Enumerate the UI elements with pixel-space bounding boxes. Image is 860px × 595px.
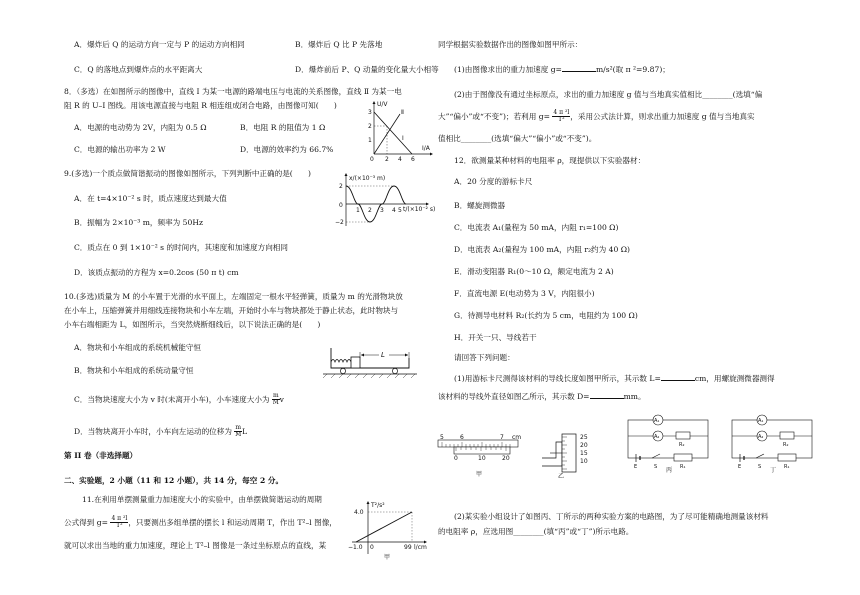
q11-formula-prefix: 公式得到 g= [64, 517, 109, 527]
q8-xtick: 0 [370, 156, 374, 163]
q11-caption: 甲 [384, 554, 391, 561]
q8-ui-graph [360, 100, 432, 163]
q10-option-c [74, 393, 284, 407]
q12-item: E．滑动变阻器 R₁(0～10 Ω，额定电流为 2 A) [454, 267, 614, 276]
q8-xtick: 6 [411, 156, 415, 163]
q12-part1-text: (1)用游标卡尺测得该材料的导线长度如图甲所示，其示数 L= [454, 374, 661, 383]
q9-option-b: B．振幅为 2×10⁻³ m，频率为 50Hz [74, 218, 203, 227]
q7-option-a: A．爆炸后 Q 的运动方向一定与 P 的运动方向相同 [74, 40, 245, 49]
q10-option-c-var: v [279, 394, 284, 404]
q8-stem-line1: 8．（多选）在如图所示的图像中，直线 Ⅰ 为某一电源的路端电压与电流的关系图像，直线 Ⅱ 为某一电 [64, 87, 402, 96]
micrometer-number: 15 [580, 450, 588, 457]
spring-icon [331, 360, 351, 363]
part-two-heading: 第 II 卷（非选择题） [64, 451, 138, 460]
rheostat-icon [674, 454, 692, 461]
q9-xtick: 1 [356, 207, 360, 214]
micrometer-number: 10 [580, 458, 588, 465]
circuit-bing-figure [624, 410, 714, 472]
q11-formula-suffix: ，只要测出多组单摆的摆长 l 和运动周期 T，作出 T²–l 图像， [128, 517, 337, 527]
answer-blank[interactable] [661, 380, 695, 381]
block-icon [351, 357, 360, 368]
ammeter-a2-label: A₂ [654, 434, 660, 440]
q8-option-c: C．电源的输出功率为 2 W [74, 145, 166, 154]
q11-part2-line3: 值相比________(选填“偏大”“偏小”或“不变”)。 [438, 134, 597, 143]
fraction-denominator: M [272, 399, 279, 407]
switch-label: S [758, 464, 762, 470]
q12-item: F．直流电源 E(电动势为 3 V，内阻很小) [454, 289, 595, 298]
q11-xlabel: l/cm [414, 544, 427, 551]
q11-origin: 0 [370, 544, 374, 551]
q9-stem: 9.(多选)一个质点做简谐振动的图像如图所示，下列判断中正确的是( ) [64, 169, 311, 178]
q11-xtick: 99 [404, 544, 412, 551]
q11-part2-suffix: ，采用公式法计算，则求出重力加速度 g 值与当地真实 [570, 111, 755, 121]
caliper-caption: 甲 [476, 471, 483, 478]
q8-line-2-label: Ⅱ [401, 109, 404, 116]
caliper-number: 6 [460, 434, 464, 441]
q12-item: C．电流表 A₁(量程为 50 mA，内阻 r₁=100 Ω) [454, 223, 619, 232]
q10-option-d-text: D．当物块离开小车时，小车向左运动的位移为 [74, 426, 232, 436]
q9-option-a: A．在 t=4×10⁻² s 时，质点速度达到最大值 [74, 194, 227, 203]
battery-label: E [634, 464, 638, 470]
q7-option-c: C．Q 的落地点到爆炸点的水平距离大 [74, 65, 203, 74]
micrometer-frame [542, 442, 562, 466]
q9-ylabel: x/(×10⁻³ m) [349, 175, 386, 182]
q11-intro: 同学根据实验数据作出的图像如图甲所示： [438, 40, 583, 49]
caliper-vernier-number: 20 [502, 455, 510, 462]
vernier-scale [454, 447, 510, 454]
q9-option-c: C．质点在 0 到 1×10⁻² s 的时间内，其速度和加速度方向相同 [74, 243, 288, 252]
q8-line-1 [374, 112, 412, 154]
caliper-unit: cm [512, 434, 522, 441]
ammeter-a1-label: A₁ [654, 418, 660, 424]
q10-option-d-var: L [242, 426, 248, 436]
q10-option-c-fraction [272, 393, 280, 407]
q11-t2l-graph [348, 500, 430, 562]
q12-part2-line2: 的电阻率 ρ，应选用图________(填“丙”或“丁”)所示电路。 [438, 527, 634, 536]
caliper-vernier-number: 0 [454, 455, 458, 462]
q11-part2-text: 大”“偏小”或“不变”)；若利用 g= [438, 111, 550, 121]
q12-part1-text-end: cm，用螺旋测微器测得 [694, 374, 775, 383]
ammeter-a2-label: A₂ [758, 434, 764, 440]
q11-stem-line1: 11.在利用单摆测量重力加速度大小的实验中，由单摆做简谐运动的周期 [82, 495, 322, 504]
q9-ytick: 2 [339, 183, 343, 190]
section-two-heading: 二、实验题，2 小题（11 和 12 小题），共 14 分，每空 2 分。 [64, 476, 284, 485]
q12-part2-line1: (2)某实验小组设计了如图丙、丁所示的两种实验方案的电路图，为了尽可能精确地测量该材料 [454, 512, 769, 521]
q12-part1-line1 [454, 374, 775, 383]
caliper-number: 5 [440, 434, 444, 441]
fraction-denominator: T² [116, 522, 123, 530]
fraction-numerator: m [235, 424, 242, 431]
q10-stem-line1: 10.(多选)质量为 M 的小车置于光滑的水平面上，左端固定一根水平轻弹簧，质量为 m 的光滑物块放 [64, 292, 403, 301]
q7-option-d: D．爆炸前后 P、Q 动量的变化量大小相等 [295, 65, 439, 74]
q12-part1-unit: mm。 [623, 392, 646, 401]
fraction-denominator: T² [558, 116, 565, 124]
vernier-caliper-figure [436, 432, 526, 480]
q8-ytick: 3 [368, 109, 372, 116]
micrometer-number: 25 [580, 434, 588, 441]
switch-icon [756, 454, 764, 458]
rheostat-label: R₁ [680, 464, 686, 470]
q12-part1-line2 [438, 392, 646, 401]
q11-ytick: 4.0 [354, 509, 364, 516]
q11-xleft-tick: −1.0 [348, 544, 363, 551]
wheel-icon [340, 368, 345, 373]
q10-cart-figure [323, 338, 417, 380]
q12-part1-text2: 该材料的导线外直径如图乙所示，其示数 D= [438, 392, 590, 401]
q10-option-a: A．物块和小车组成的系统机械能守恒 [74, 343, 201, 352]
resistor-icon [676, 432, 690, 439]
answer-blank[interactable] [590, 398, 624, 399]
q9-xtick: 3 [380, 207, 384, 214]
q12-item: D．电流表 A₂(量程为 100 mA，内阻 r₂约为 40 Ω) [454, 245, 630, 254]
battery-label: E [738, 464, 742, 470]
q8-xlabel: I/A [422, 145, 430, 152]
cart-body [331, 348, 409, 368]
rheostat-icon [778, 454, 796, 461]
circuit-caption: 丙 [666, 467, 673, 474]
q8-xtick: 2 [385, 156, 389, 163]
switch-icon [652, 454, 660, 458]
q8-ylabel: U/V [377, 101, 388, 108]
resistor-icon [780, 432, 794, 439]
q8-ytick: 2 [368, 123, 372, 130]
q12-item: A．20 分度的游标卡尺 [454, 177, 533, 186]
q10-option-c-text: C．当物块速度大小为 v 时(未离开小车)，小车速度大小为 [74, 394, 270, 404]
resistor-r2-label: R₂ [679, 442, 685, 448]
q8-ytick: 1 [368, 137, 372, 144]
q11-part1-text: (1)由图像求出的重力加速度 g= [454, 65, 562, 74]
fraction-numerator: m [272, 392, 279, 399]
micrometer-figure [536, 428, 608, 480]
q10-stem-line3: 小车右端相距为 L，如图所示，当突然烧断细线后，以下说法正确的是( ) [64, 320, 321, 329]
q9-xtick: 4 [392, 207, 396, 214]
switch-label: S [654, 464, 658, 470]
fraction-numerator: 4 π ²l [553, 109, 570, 116]
q12-item: B．螺旋测微器 [454, 201, 506, 210]
micrometer-number: 20 [580, 442, 588, 449]
answer-blank[interactable] [562, 71, 596, 72]
q10-option-b: B．物块和小车组成的系统动量守恒 [74, 366, 194, 375]
fraction-denominator: M [235, 431, 242, 439]
q8-xtick: 4 [398, 156, 402, 163]
q9-xtick: 5 [398, 207, 402, 214]
q8-option-d: D．电源的效率约为 66.7% [240, 145, 334, 154]
q11-part1 [454, 65, 670, 74]
q9-option-d: D．该质点振动的方程为 x=0.2cos (50 π t) cm [74, 268, 239, 277]
q11-ylabel: T²/s² [371, 502, 385, 509]
wheel-icon [392, 368, 397, 373]
q8-option-a: A．电源的电动势为 2V，内阻为 0.5 Ω [74, 123, 207, 132]
q11-data-line [356, 512, 412, 542]
circuit-caption: 丁 [770, 467, 777, 474]
q11-part2-fraction [552, 110, 570, 124]
resistor-r2-label: R₂ [783, 442, 789, 448]
ammeter-a1-label: A₁ [758, 418, 764, 424]
q8-stem-line2: 阻 R 的 U–I 图线。用该电源直接与电阻 R 相连组成闭合电路，由图像可知( ) [64, 101, 337, 110]
q11-part2-line2 [438, 110, 755, 124]
caliper-number: 7 [500, 434, 504, 441]
q10-option-d-fraction [234, 425, 242, 439]
q11-part1-unit: m/s²(取 π ²=9.87)； [595, 65, 670, 74]
micrometer-caption: 乙 [558, 473, 565, 480]
rheostat-label: R₁ [784, 464, 790, 470]
q10-option-d [74, 425, 247, 439]
q8-line-1-label: Ⅰ [402, 135, 404, 142]
right-column [432, 0, 860, 595]
q12-stem: 12．欲测量某种材料的电阻率 ρ，现提供以下实验器材： [454, 156, 646, 165]
circuit-ding-figure [728, 410, 818, 472]
q9-xt-graph [330, 172, 436, 230]
distance-label: L [381, 351, 385, 359]
caliper-vernier-number: 10 [478, 455, 486, 462]
q9-ytick: −2 [335, 219, 344, 226]
q12-item: G．待测导电材料 R₂(长约为 5 cm，电阻约为 100 Ω) [454, 311, 638, 320]
q12-item: H．开关一只、导线若干 [454, 333, 537, 342]
q11-stem-line2 [64, 516, 337, 530]
q9-ytick: 0 [339, 202, 343, 209]
q9-xtick: 2 [368, 207, 372, 214]
q11-formula-fraction [110, 516, 128, 530]
q12-answer-prompt: 请回答下列问题： [454, 353, 515, 362]
q10-stem-line2: 在小车上，压缩弹簧并用细线连接物块和小车左端，开始时小车与物块都处于静止状态，此时物块与 [64, 306, 399, 315]
q9-xlabel: t/(×10⁻² s) [403, 206, 436, 213]
q7-option-b: B．爆炸后 Q 比 P 先落地 [295, 40, 383, 49]
q11-part2-line1: (2)由于图像没有通过坐标原点，求出的重力加速度 g 值与当地真实值相比________(选填“偏 [454, 90, 763, 99]
q11-stem-line3: 就可以求出当地的重力加速度，理论上 T²–l 图像是一条过坐标原点的直线，某 [64, 541, 327, 550]
fraction-numerator: 4 π ²l [111, 515, 128, 522]
q8-option-b: B．电阻 R 的阻值为 1 Ω [240, 123, 326, 132]
